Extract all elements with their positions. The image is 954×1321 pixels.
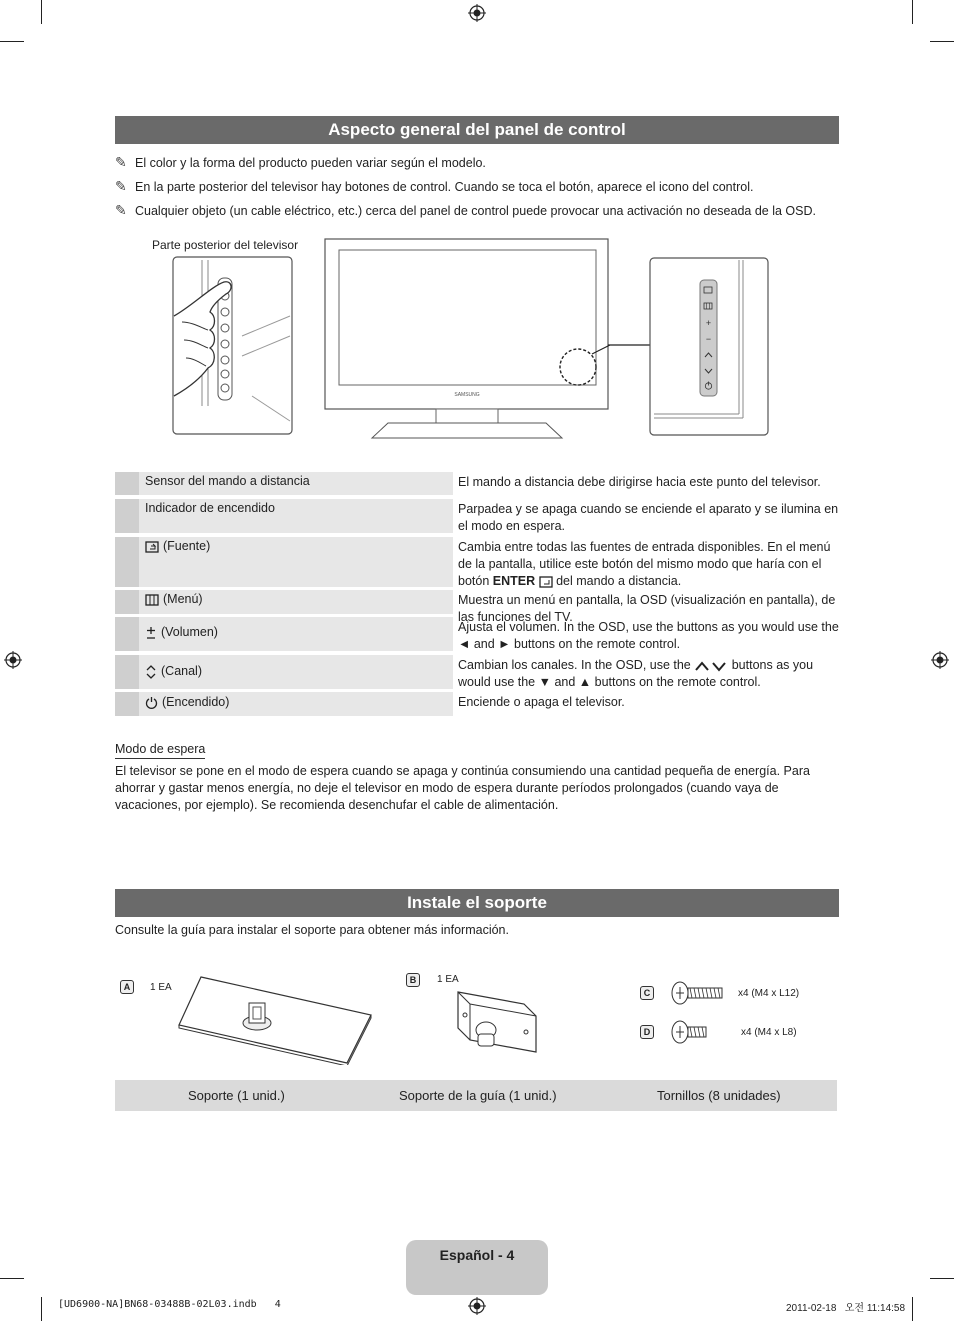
registration-mark-icon	[4, 651, 22, 669]
back-of-tv-label: Parte posterior del televisor	[152, 238, 299, 252]
crop-mark	[0, 41, 24, 42]
part-label-screws: Tornillos (8 unidades)	[657, 1088, 781, 1103]
crop-mark	[930, 1278, 954, 1279]
stand-base-illustration	[175, 975, 375, 1065]
table-row: Indicador de encendido Parpadea y se apaga cuando se enciende el aparato y se ilumina en el modo en espera.	[115, 499, 839, 533]
footer-file-name: [UD6900-NA]BN68-03488B-02L03.indb 4	[58, 1299, 281, 1310]
registration-mark-icon	[468, 4, 486, 22]
crop-mark	[0, 1278, 24, 1279]
standby-heading: Modo de espera	[115, 742, 205, 759]
parts-label-bar	[115, 1080, 837, 1111]
part-tag-b: B	[406, 973, 420, 987]
source-icon	[539, 576, 553, 588]
note-item: ✎ El color y la forma del producto pueden variar según el modelo.	[115, 154, 486, 170]
note-item: ✎ En la parte posterior del televisor hay botones de control. Cuando se toca el botón, aparece el icono del control.	[115, 178, 754, 194]
svg-text:SAMSUNG: SAMSUNG	[454, 392, 480, 398]
volume-icon	[145, 626, 157, 640]
tv-front-illustration	[324, 238, 610, 440]
standby-text: El televisor se pone en el modo de espera cuando se apaga y continúa consumiendo una cantidad pequeña de energía. Para ahorrar y gastar menos energía, no deje el televisor en modo de espera durante períodos prolongados (cuando vaya de vacaciones, por ejemplo). Se recomienda desenchufar el cable de alimentación.	[115, 764, 810, 812]
pencil-note-icon: ✎	[115, 178, 127, 194]
channel-icon	[145, 665, 157, 679]
part-qty-b: 1 EA	[437, 974, 459, 985]
registration-mark-icon	[931, 651, 949, 669]
registration-mark-icon	[468, 1297, 486, 1315]
part-tag-a: A	[120, 980, 134, 994]
svg-text:−: −	[705, 334, 712, 344]
table-row: (Canal) Cambian los canales. In the OSD, use the buttons as you would use the ▼ and ▲ buttons on the remote control.	[115, 655, 839, 689]
table-row: (Volumen) Ajusta el volumen. In the OSD, use the buttons as you would use the ◄ and ► buttons on the remote control.	[115, 617, 839, 651]
part-spec-d: x4 (M4 x L8)	[741, 1027, 797, 1038]
crop-mark	[41, 1297, 42, 1321]
svg-text:+: +	[705, 318, 712, 328]
page-number-tab: Español - 4	[406, 1240, 548, 1295]
crop-mark	[930, 41, 954, 42]
note-item: ✎ Cualquier objeto (un cable eléctrico, etc.) cerca del panel de control puede provocar una activación no deseada de la OSD.	[115, 202, 816, 218]
section-title-control-panel: Aspecto general del panel de control	[115, 116, 839, 144]
pencil-note-icon: ✎	[115, 202, 127, 218]
part-tag-c: C	[640, 986, 654, 1000]
table-row: Sensor del mando a distancia El mando a distancia debe dirigirse hacia este punto del televisor.	[115, 472, 839, 495]
part-tag-d: D	[640, 1025, 654, 1039]
part-label-guide: Soporte de la guía (1 unid.)	[399, 1088, 557, 1103]
table-row: (Fuente) Cambia entre todas las fuentes de entrada disponibles. En el menú de la pantalla, utilice este botón del mismo modo que haría con el botón ENTER del mando a distancia.	[115, 537, 839, 587]
crop-mark	[912, 0, 913, 24]
control-panel-closeup	[608, 256, 772, 438]
source-icon	[145, 541, 159, 553]
part-label-stand: Soporte (1 unid.)	[188, 1088, 285, 1103]
menu-icon	[145, 594, 159, 606]
crop-mark	[912, 1297, 913, 1321]
up-down-chevrons-icon	[694, 660, 728, 672]
footer-date: 2011-02-18 오전 11:14:58	[786, 1303, 906, 1314]
pencil-note-icon: ✎	[115, 154, 127, 170]
guide-stand-illustration	[440, 982, 550, 1062]
screw-short-icon	[670, 1019, 710, 1045]
part-spec-c: x4 (M4 x L12)	[738, 988, 800, 999]
power-icon	[145, 696, 158, 709]
section-title-stand: Instale el soporte	[115, 889, 839, 917]
hand-touch-illustration	[172, 256, 294, 436]
screw-long-icon	[670, 980, 726, 1006]
stand-intro: Consulte la guía para instalar el soporte para obtener más información.	[115, 923, 509, 937]
part-qty-a: 1 EA	[150, 982, 172, 993]
table-row: (Encendido) Enciende o apaga el televisor.	[115, 692, 839, 716]
table-row: (Menú) Muestra un menú en pantalla, la OSD (visualización en pantalla), de las funciones del TV.	[115, 590, 839, 614]
crop-mark	[41, 0, 42, 24]
